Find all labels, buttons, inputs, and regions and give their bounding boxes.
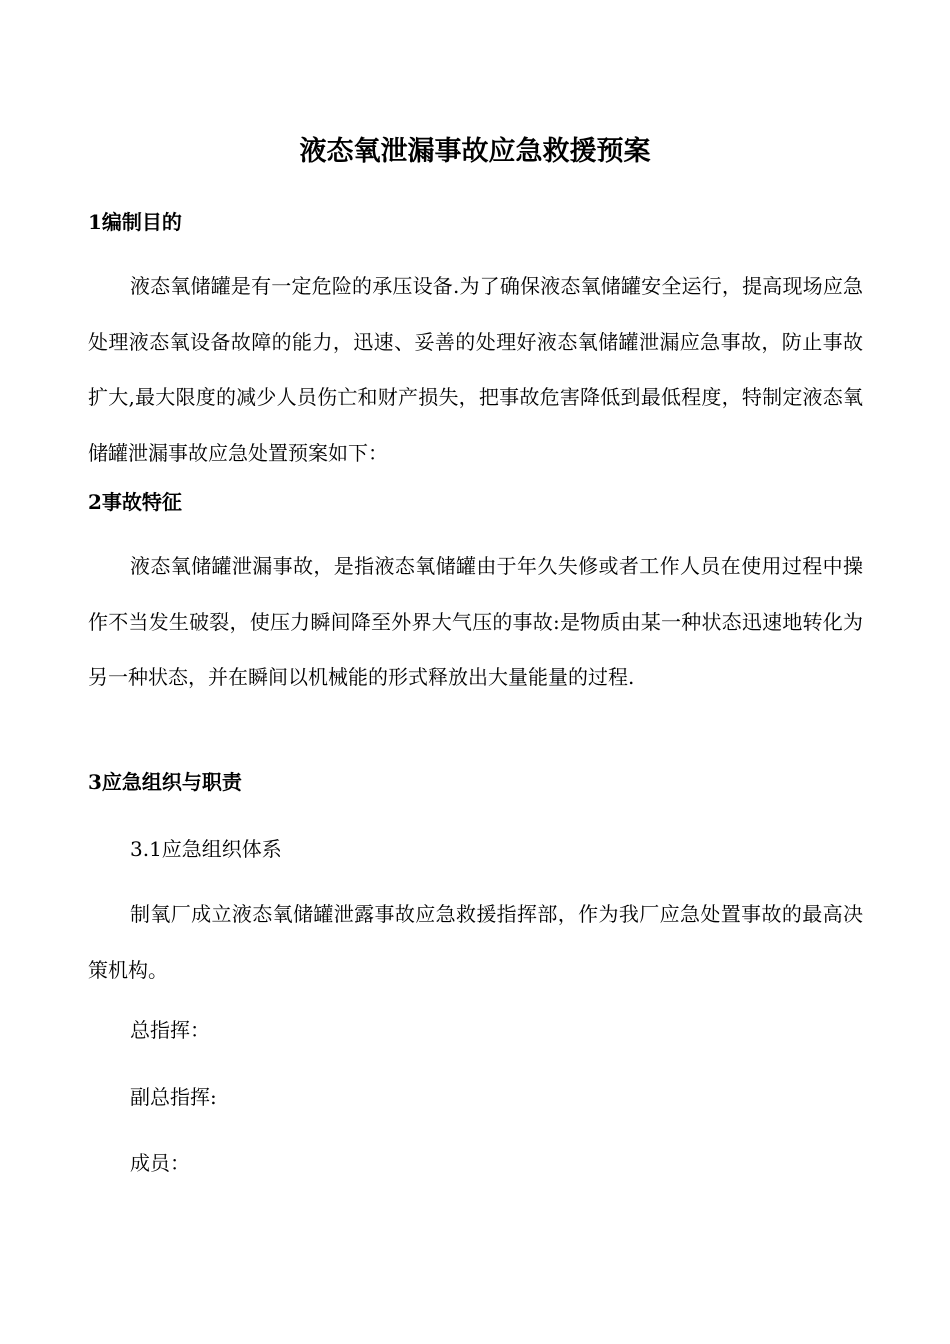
- section-2-paragraph: 液态氧储罐泄漏事故，是指液态氧储罐由于年久失修或者工作人员在使用过程中操作不当发生破裂，使压力瞬间降至外界大气压的事故:是物质由某一种状态迅速地转化为另一种状态，并在瞬间以机械能的形式释放出大量能量的过程.: [88, 554, 863, 689]
- role-deputy-label: 副总指挥:: [130, 1085, 217, 1109]
- role-chief-label: 总指挥：: [130, 1018, 210, 1042]
- section-1-heading: 1编制目的: [88, 210, 182, 234]
- section-3-heading: 3应急组织与职责: [88, 770, 242, 794]
- section-1-paragraph: 液态氧储罐是有一定危险的承压设备.为了确保液态氧储罐安全运行，提高现场应急处理液态氧设备故障的能力，迅速、妥善的处理好液态氧储罐泄漏应急事故，防止事故扩大,最大限度的减少人员伤亡和财产损失，把事故危害降低到最低程度，特制定液态氧储罐泄漏事故应急处置预案如下：: [88, 274, 863, 465]
- section-3-1-heading: 3.1应急组织体系: [130, 837, 282, 861]
- role-members-label: 成员：: [130, 1151, 190, 1175]
- section-3-1-paragraph: 制氧厂成立液态氧储罐泄露事故应急救援指挥部，作为我厂应急处置事故的最高决策机构。: [88, 902, 863, 982]
- section-2-heading: 2事故特征: [88, 490, 182, 514]
- document-title: 液态氧泄漏事故应急救援预案: [299, 136, 651, 167]
